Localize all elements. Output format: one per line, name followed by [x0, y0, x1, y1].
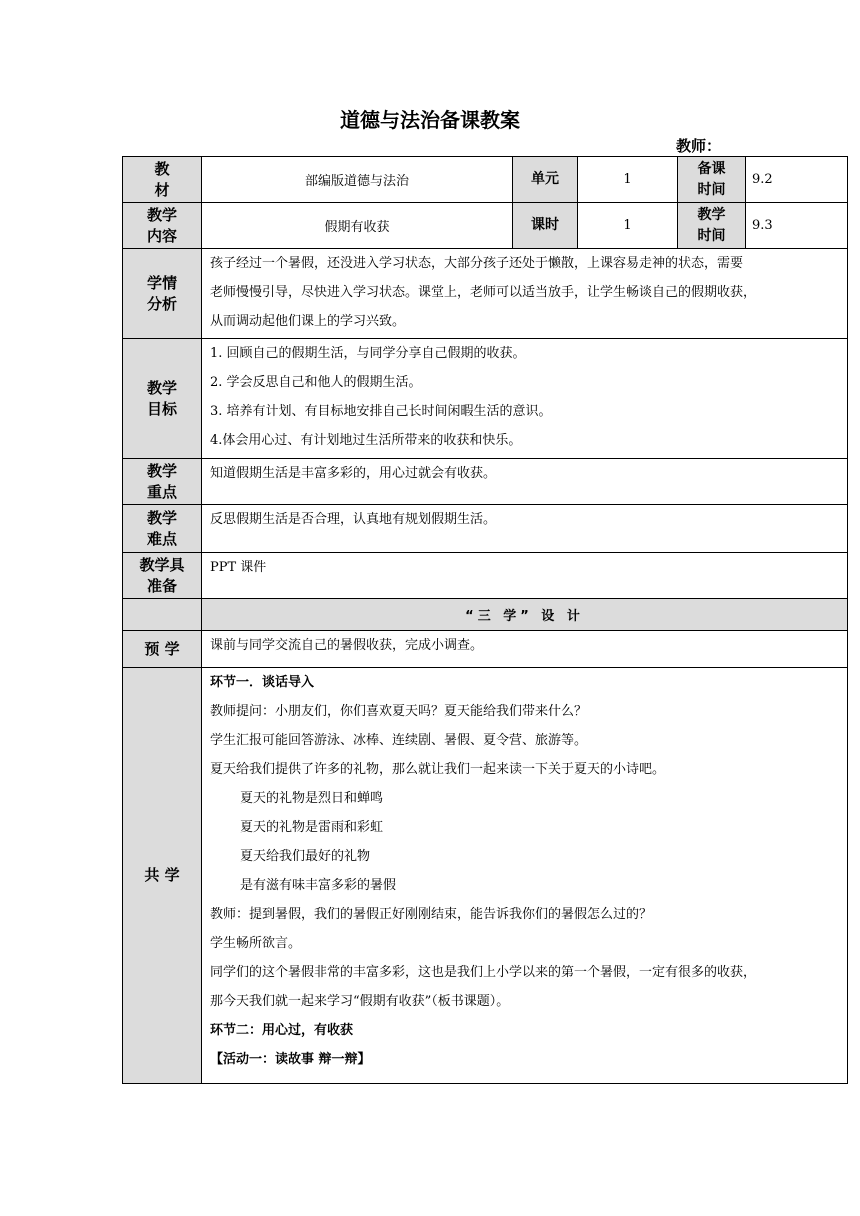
- prep-time-value: 9.2: [746, 157, 848, 203]
- table-row: [123, 553, 848, 599]
- label-content: 教学 内容: [123, 203, 202, 249]
- label-preview: 预 学: [123, 631, 202, 668]
- design-header: “三 学” 设 计: [202, 599, 848, 631]
- table-row: [123, 459, 848, 505]
- label-difficulties: 教学 难点: [123, 505, 202, 553]
- table-row: [123, 631, 848, 668]
- teach-time-value: 9.3: [746, 203, 848, 249]
- table-row: [123, 668, 848, 1084]
- colearn-text: 环节一．谈话导入 教师提问：小朋友们，你们喜欢夏天吗？夏天能给我们带来什么？ 学生汇报可能回答游泳、冰棒、连续剧、暑假、夏令营、旅游等。 夏天给我们提供了许多的礼物，那么就让我们一起来读一下关于夏天的小诗吧。 夏天的礼物是烈日和蝉鸣 夏天的礼物是雷雨和彩虹 夏天给我们最好的礼物 是有滋有味丰富多彩的暑假 教师：提到暑假，我们的暑假正好刚刚结束，能告诉我你们的暑假怎么过的？ 学生畅所欲言。 同学们的这个暑假非常的丰富多彩，这也是我们上小学以来的第一个暑假，一定有很多的收获， 那今天我们就一起来学习“假期有收获”（板书课题）。 环节二：用心过，有收获 【活动一：读故事 辩一辩】: [202, 668, 848, 1084]
- label-teach-time: 教学 时间: [678, 203, 746, 249]
- table-row: [123, 599, 848, 631]
- label-unit: 单元: [513, 157, 578, 203]
- table-row: [123, 249, 848, 339]
- label-textbook: 教 材: [123, 157, 202, 203]
- preview-text: 课前与同学交流自己的暑假收获，完成小调查。: [202, 631, 848, 668]
- label-colearn: 共 学: [123, 668, 202, 1084]
- teacher-label: 教师：: [676, 137, 722, 155]
- materials-text: PPT 课件: [202, 553, 848, 599]
- table-row: [123, 157, 848, 203]
- difficulties-text: 反思假期生活是否合理，认真地有规划假期生活。: [202, 505, 848, 553]
- table-row: [123, 339, 848, 459]
- objectives-list: 1. 回顾自己的假期生活，与同学分享自己假期的收获。 2. 学会反思自己和他人的假期生活。 3. 培养有计划、有目标地安排自己长时间闲暇生活的意识。 4.体会用心过、有计划地过生活所带来的收获和快乐。: [202, 339, 848, 459]
- analysis-text: 孩子经过一个暑假，还没进入学习状态，大部分孩子还处于懒散，上课容易走神的状态，需要 老师慢慢引导，尽快进入学习状态。课堂上，老师可以适当放手，让学生畅谈自己的假期收获， 从而调动起他们课上的学习兴致。: [202, 249, 848, 339]
- table-row: [123, 203, 848, 249]
- label-materials: 教学具 准备: [123, 553, 202, 599]
- table-row: [123, 505, 848, 553]
- design-corner: [123, 599, 202, 631]
- label-prep-time: 备课 时间: [678, 157, 746, 203]
- lesson-plan-table: [122, 156, 848, 1084]
- label-period: 课时: [513, 203, 578, 249]
- unit-value: 1: [578, 157, 678, 203]
- label-objectives: 教学 目标: [123, 339, 202, 459]
- label-analysis: 学情 分析: [123, 249, 202, 339]
- key-points-text: 知道假期生活是丰富多彩的，用心过就会有收获。: [202, 459, 848, 505]
- period-value: 1: [578, 203, 678, 249]
- label-key-points: 教学 重点: [123, 459, 202, 505]
- content-value: 假期有收获: [202, 203, 513, 249]
- textbook-value: 部编版道德与法治: [202, 157, 513, 203]
- page-title: 道德与法治备课教案: [340, 108, 520, 132]
